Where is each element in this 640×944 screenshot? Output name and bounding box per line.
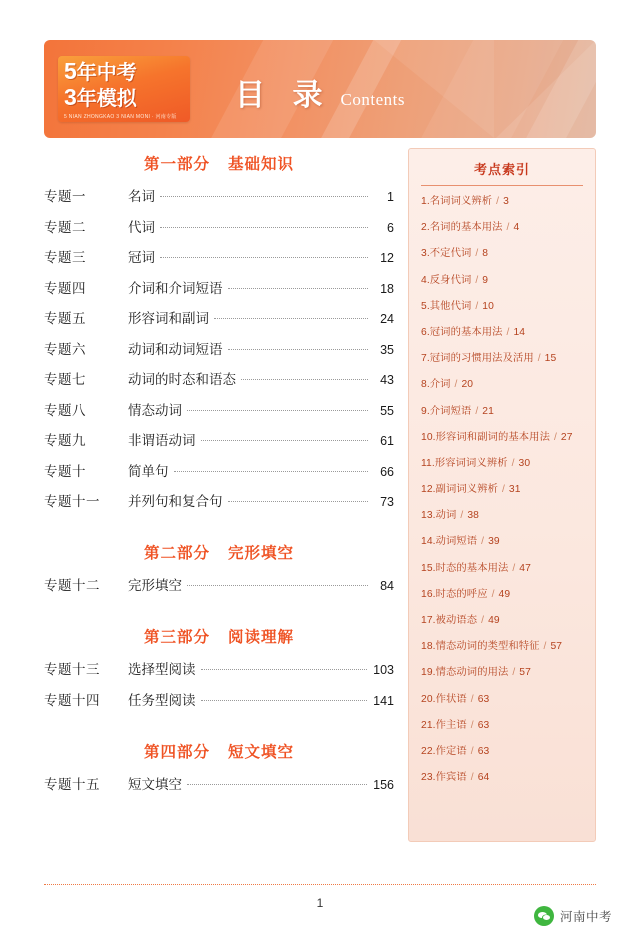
index-item[interactable] [421, 562, 583, 576]
toc-entry-leader-dots [228, 349, 369, 350]
wechat-icon [534, 906, 554, 926]
toc-entry-page: 18 [380, 281, 394, 296]
index-item-list [421, 195, 583, 785]
index-item-separator: / [509, 667, 519, 679]
toc-entry-title: 非谓语动词 [128, 433, 196, 448]
toc-entry-leader-dots [160, 227, 368, 228]
toc-entry-page: 156 [373, 777, 394, 792]
toc-entry-number: 专题十 [44, 463, 86, 479]
toc-entry-title: 情态动词 [128, 402, 182, 418]
toc-entry-number: 专题十三 [44, 662, 100, 677]
toc-entry-leader-dots [187, 784, 367, 785]
toc-entry-number: 专题四 [44, 280, 86, 296]
index-item[interactable] [421, 247, 583, 261]
index-item[interactable] [421, 405, 583, 419]
toc-entry[interactable] [44, 463, 394, 481]
wechat-watermark [534, 906, 612, 926]
index-item-page: 63 [477, 745, 490, 757]
index-item[interactable] [421, 666, 583, 680]
part-heading [44, 152, 394, 174]
toc-entry-page: 12 [380, 251, 394, 265]
index-item-separator: / [493, 196, 503, 207]
index-item-page: 63 [477, 693, 490, 705]
index-item-separator: / [457, 510, 467, 522]
index-item[interactable] [421, 221, 583, 235]
index-item-separator: / [472, 300, 482, 312]
index-item[interactable] [421, 195, 583, 209]
toc-entry-title: 形容词和副词 [128, 311, 209, 326]
index-item-separator: / [534, 353, 544, 365]
index-item-separator: / [509, 562, 519, 574]
toc-entry[interactable] [44, 280, 394, 298]
index-item-page: 4 [513, 222, 520, 234]
index-item-label: 18.情态动词的类型和特征 [421, 641, 540, 653]
toc-entry-page: 66 [380, 464, 394, 479]
toc-entry-leader-dots [174, 471, 369, 472]
toc-entry-leader-dots [201, 440, 369, 441]
index-item-page: 39 [488, 536, 500, 548]
toc-entry-number: 专题九 [44, 433, 86, 448]
index-item-label: 15.时态的基本用法 [421, 562, 509, 574]
toc-entry-number: 专题六 [44, 341, 86, 357]
index-item-page: 38 [467, 510, 479, 522]
toc-entry-leader-dots [228, 288, 369, 289]
toc-entry-number: 专题七 [44, 372, 86, 387]
index-item[interactable] [421, 693, 583, 707]
index-item-separator: / [467, 745, 477, 757]
index-item-separator: / [472, 405, 482, 417]
wechat-account-name: 河南中考 [559, 910, 612, 924]
logo-line-2-text: 年模拟 [76, 88, 137, 110]
page-number: 1 [316, 896, 324, 910]
toc-entry-page: 55 [380, 403, 394, 418]
index-item-page: 10 [482, 300, 494, 312]
index-item[interactable] [421, 640, 583, 654]
index-item-label: 14.动词短语 [421, 536, 478, 548]
toc-entry-page: 35 [380, 342, 394, 357]
page-header-banner [44, 40, 596, 138]
toc-entry-page: 6 [387, 220, 394, 235]
toc-entry[interactable] [44, 776, 394, 794]
index-item-separator: / [508, 457, 518, 469]
toc-entry-leader-dots [160, 257, 368, 258]
part-heading-label: 第三部分 [143, 629, 210, 646]
toc-entry[interactable] [44, 341, 394, 359]
index-item-label: 12.副词词义辨析 [421, 484, 498, 496]
index-item[interactable] [421, 535, 583, 549]
toc-entry-leader-dots [214, 318, 368, 319]
toc-entry-title: 冠词 [128, 250, 155, 265]
index-item-separator: / [503, 326, 513, 338]
toc-entry-number: 专题二 [44, 219, 86, 235]
toc-entry-page: 61 [380, 434, 394, 448]
footer-divider [44, 884, 596, 885]
part-heading [44, 625, 394, 647]
index-item-separator: / [467, 772, 477, 784]
part-heading [44, 740, 394, 762]
index-item-page: 20 [461, 379, 474, 391]
index-item-label: 16.时态的呼应 [421, 588, 488, 600]
index-item-label: 13.动词 [421, 510, 457, 522]
logo-line-1-text: 年中考 [76, 62, 137, 84]
toc-entry-title: 名词 [128, 189, 155, 204]
toc-entry[interactable] [44, 661, 394, 679]
toc-entry-title: 动词的时态和语态 [128, 372, 236, 387]
toc-entry-title: 并列句和复合句 [128, 494, 223, 509]
toc-entry-number: 专题三 [44, 250, 86, 265]
index-item-separator: / [467, 719, 477, 731]
toc-entry-title: 代词 [128, 219, 155, 235]
toc-entry-number: 专题一 [44, 189, 86, 204]
index-item[interactable] [421, 300, 583, 314]
toc-entry-number: 专题十五 [44, 776, 100, 792]
index-item-separator: / [472, 274, 482, 286]
index-item[interactable] [421, 274, 583, 288]
index-item-separator: / [472, 248, 482, 260]
index-item-label: 11.形容词词义辨析 [421, 457, 508, 469]
toc-entry-title: 完形填空 [128, 578, 182, 593]
part-heading-topic: 短文填空 [228, 743, 295, 761]
index-item-separator: / [451, 379, 461, 391]
index-item-label: 6.冠词的基本用法 [421, 326, 503, 338]
index-item-label: 2.名词的基本用法 [421, 222, 503, 234]
index-item-label: 21.作主语 [421, 719, 467, 731]
index-item[interactable] [421, 457, 583, 471]
page-title [44, 70, 596, 114]
index-item-page: 14 [513, 326, 526, 338]
logo-subtitle: 5 NIAN ZHONGKAO 3 NIAN MONI · 河南专版 [64, 114, 177, 120]
index-item-page: 8 [482, 248, 489, 260]
toc-entry[interactable] [44, 219, 394, 237]
index-item-label: 1.名词词义辨析 [421, 196, 493, 207]
index-panel-title: 考点索引 [421, 159, 583, 186]
index-item-page: 21 [482, 405, 494, 417]
toc-entry-number: 专题十一 [44, 494, 100, 509]
toc-entry-title: 介词和介词短语 [128, 280, 223, 296]
index-item-label: 7.冠词的习惯用法及活用 [421, 353, 534, 365]
index-item-label: 9.介词短语 [421, 405, 472, 417]
index-item[interactable] [421, 352, 583, 366]
index-item-page: 57 [550, 641, 563, 653]
index-item-label: 8.介词 [421, 379, 451, 391]
index-item-label: 23.作宾语 [421, 772, 467, 784]
toc-entry-page: 1 [387, 190, 394, 204]
index-item[interactable] [421, 614, 583, 628]
part-heading-label: 第二部分 [143, 545, 210, 562]
index-item-separator: / [467, 693, 477, 705]
part-heading-topic: 基础知识 [228, 156, 295, 173]
exam-point-index-panel [408, 148, 596, 842]
toc-entry[interactable] [44, 692, 394, 710]
toc-entry-leader-dots [160, 196, 368, 197]
index-item-page: 3 [503, 196, 509, 207]
logo-line-2-number: 3 [64, 84, 77, 110]
index-item[interactable] [421, 326, 583, 340]
index-item-label: 3.不定代词 [421, 248, 472, 260]
part-heading-label: 第一部分 [143, 156, 210, 173]
part-heading-topic: 阅读理解 [228, 629, 295, 646]
index-item-page: 47 [519, 562, 531, 574]
toc-entry-leader-dots [201, 669, 368, 670]
toc-entry[interactable] [44, 188, 394, 206]
toc-entry[interactable] [44, 402, 394, 420]
index-item-label: 19.情态动词的用法 [421, 667, 509, 679]
toc-entry[interactable] [44, 371, 394, 389]
index-item-page: 63 [477, 719, 490, 731]
index-item[interactable] [421, 771, 583, 785]
index-item-page: 57 [519, 667, 531, 679]
index-item[interactable] [421, 719, 583, 733]
toc-entry-number: 专题十二 [44, 578, 100, 593]
toc-entry-page: 103 [373, 663, 394, 677]
toc-entry-title: 短文填空 [128, 776, 182, 792]
index-item-separator: / [540, 641, 550, 653]
index-item[interactable] [421, 483, 583, 497]
index-item-label: 5.其他代词 [421, 300, 472, 312]
toc-entry-page: 43 [380, 373, 394, 387]
index-item-separator: / [488, 588, 498, 600]
index-item-page: 9 [482, 274, 489, 286]
index-item-separator: / [478, 615, 488, 626]
logo-line-1-number: 5 [64, 58, 77, 84]
toc-entry-page: 84 [380, 579, 394, 593]
index-item-label: 4.反身代词 [421, 274, 472, 286]
toc-entry-leader-dots [187, 585, 368, 586]
toc-entry[interactable] [44, 493, 394, 511]
toc-entry-number: 专题十四 [44, 692, 100, 708]
toc-entry-page: 24 [380, 312, 394, 326]
index-item-label: 20.作状语 [421, 693, 467, 705]
index-item-page: 49 [498, 588, 511, 600]
index-item[interactable] [421, 588, 583, 602]
toc-entry-title: 动词和动词短语 [128, 341, 223, 357]
toc-entry-leader-dots [228, 501, 369, 502]
index-item-separator: / [503, 222, 513, 234]
toc-entry-title: 简单句 [128, 463, 169, 479]
index-item-label: 17.被动语态 [421, 615, 478, 626]
part-heading-topic: 完形填空 [228, 545, 295, 562]
toc-entry[interactable] [44, 249, 394, 267]
toc-entry-title: 任务型阅读 [128, 692, 196, 708]
index-item-page: 64 [477, 772, 490, 784]
toc-entry-title: 选择型阅读 [128, 662, 196, 677]
toc-entry-leader-dots [201, 700, 368, 701]
table-of-contents [44, 152, 394, 806]
index-item[interactable] [421, 431, 583, 445]
toc-entry-page: 141 [373, 693, 394, 708]
index-item[interactable] [421, 745, 583, 759]
part-heading [44, 541, 394, 563]
index-item-separator: / [499, 484, 508, 496]
toc-entry-number: 专题五 [44, 311, 86, 326]
toc-entry-leader-dots [187, 410, 368, 411]
toc-entry-number: 专题八 [44, 402, 86, 418]
index-item-page: 30 [518, 457, 531, 469]
toc-entry[interactable] [44, 577, 394, 595]
index-item[interactable] [421, 509, 583, 523]
index-item-label: 10.形容词和副词的基本用法 [421, 431, 550, 443]
index-item-page: 49 [488, 615, 500, 626]
part-heading-label: 第四部分 [143, 743, 210, 761]
index-item-label: 22.作定语 [421, 745, 467, 757]
toc-entry-page: 73 [380, 495, 394, 509]
page-title-cn: 目 录 [235, 79, 333, 112]
index-item-page: 27 [560, 431, 573, 443]
index-item-page: 31 [508, 484, 521, 496]
index-item-separator: / [550, 431, 560, 443]
toc-entry-leader-dots [241, 379, 368, 380]
index-item-separator: / [478, 536, 488, 548]
toc-entry[interactable] [44, 310, 394, 328]
toc-entry[interactable] [44, 432, 394, 450]
index-item-page: 15 [544, 353, 557, 365]
page-title-en: Contents [340, 90, 405, 109]
index-item[interactable] [421, 378, 583, 392]
